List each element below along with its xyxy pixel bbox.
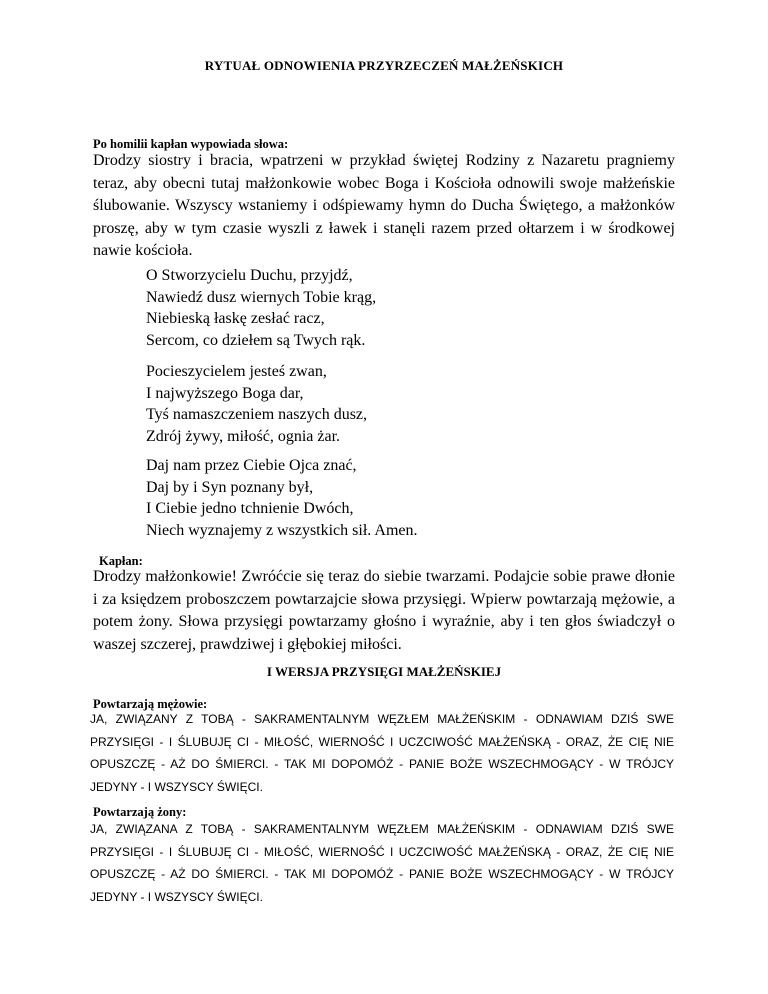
priest-label: Kapłan: xyxy=(99,554,143,568)
hymn-line: I Ciebie jedno tchnienie Dwóch, xyxy=(146,500,354,518)
priest-text: Drodzy małżonkowie! Zwróćcie się teraz do siebie twarzami. Podajcie sobie prawe dłonie i za księdzem proboszczem powtarzajcie słowa przysięgi. Wpierw powtarzają mężowie, a potem żony. Słowa przysięgi powtarzamy głośno i wyraźnie, aby i ten głos świadczył o waszej szczerej, prawdziwej i głębokiej miłości. xyxy=(93,568,675,653)
hymn-line: I najwyższego Boga dar, xyxy=(146,384,304,402)
hymn-line: Nawiedź dusz wiernych Tobie krąg, xyxy=(146,288,377,306)
intro-text: Drodzy siostry i bracia, wpatrzeni w przykład świętej Rodziny z Nazaretu pragniemy teraz, aby obecni tutaj małżonkowie wobec Boga i Kościoła odnowili swoje małżeńskie ślubowanie. Wszyscy wstaniemy i odśpiewamy hymn do Ducha Świętego, a małżonków proszę, aby w tym czasie wyszli z ławek i stanęli razem przed ołtarzem i w środkowej nawie kościoła. xyxy=(93,152,675,259)
hymn-stanza-1 xyxy=(146,265,626,352)
document-title: RYTUAŁ ODNOWIENIA PRZYRZECZEŃ MAŁŻEŃSKICH xyxy=(204,58,564,73)
hymn-line: Daj nam przez Ciebie Ojca znać, xyxy=(146,457,357,474)
hymn-line: Tyś namaszczeniem naszych dusz, xyxy=(146,406,368,424)
hymn-stanza-3 xyxy=(146,455,626,542)
husbands-vow xyxy=(90,708,674,798)
hymn-line: Sercom, co dziełem są Twych rąk. xyxy=(146,332,366,350)
hymn-line: O Stworzycielu Duchu, przyjdź, xyxy=(146,267,353,284)
intro-paragraph xyxy=(93,150,675,263)
hymn-line: Niebieską łaskę zesłać racz, xyxy=(146,310,325,328)
wives-label: Powtarzają żony: xyxy=(93,805,187,819)
hymn-line: Daj by i Syn poznany był, xyxy=(146,478,314,496)
hymn-line: Pocieszycielem jesteś zwan, xyxy=(146,363,327,380)
wives-vow xyxy=(90,818,674,908)
hymn-line: Zdrój żywy, miłość, ognia żar. xyxy=(146,428,341,446)
priest-paragraph xyxy=(93,566,675,656)
hymn-stanza-2 xyxy=(146,361,626,448)
wives-vow-text: JA, ZWIĄZANA Z TOBĄ - SAKRAMENTALNYM WĘZŁEM MAŁŻEŃSKIM - ODNAWIAM DZIŚ SWE PRZYSIĘGI - I ŚLUBUJĘ CI - MIŁOŚĆ, WIERNOŚĆ I UCZCIWOŚĆ MAŁŻEŃSKĄ - ORAZ, ŻE CIĘ NIE OPUSZCZĘ - AŻ DO ŚMIERCI. - TAK MI DOPOMÓŻ - PANIE BOŻE WSZECHMOGĄCY - W TRÓJCY JEDYNY - I WSZYSCY ŚWIĘCI. xyxy=(90,822,674,904)
intro-label: Po homilii kapłan wypowiada słowa: xyxy=(93,137,289,151)
husbands-label: Powtarzają mężowie: xyxy=(93,697,208,711)
vow-section-heading: I WERSJA PRZYSIĘGI MAŁŻEŃSKIEJ xyxy=(266,664,502,679)
hymn-line: Niech wyznajemy z wszystkich sił. Amen. xyxy=(146,522,418,540)
husbands-vow-text: JA, ZWIĄZANY Z TOBĄ - SAKRAMENTALNYM WĘZŁEM MAŁŻEŃSKIM - ODNAWIAM DZIŚ SWE PRZYSIĘGI - I ŚLUBUJĘ CI - MIŁOŚĆ, WIERNOŚĆ I UCZCIWOŚĆ MAŁŻEŃSKĄ - ORAZ, ŻE CIĘ NIE OPUSZCZĘ - AŻ DO ŚMIERCI. - TAK MI DOPOMÓŻ - PANIE BOŻE WSZECHMOGĄCY - W TRÓJCY JEDYNY - I WSZYSCY ŚWIĘCI. xyxy=(90,712,674,794)
